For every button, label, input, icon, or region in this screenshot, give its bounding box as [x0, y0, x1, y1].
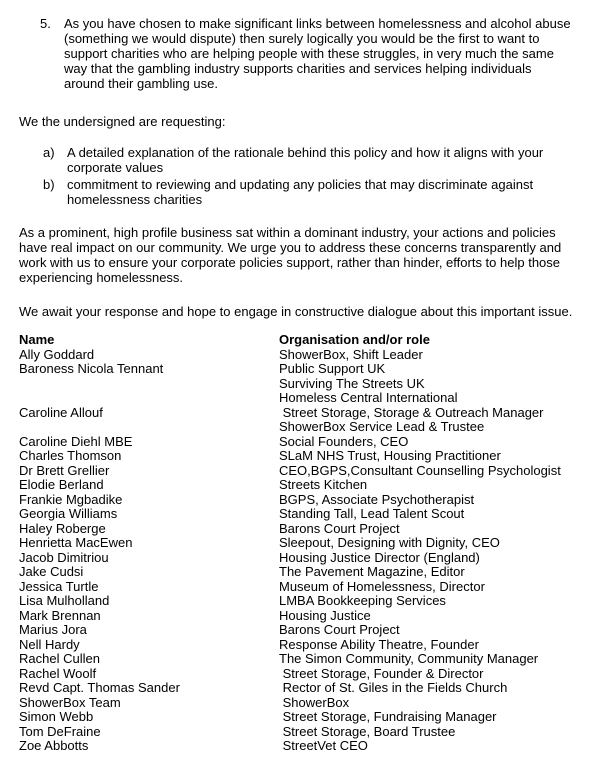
signatory-name: Rachel Woolf — [19, 665, 97, 681]
signatory-organisation: ShowerBox — [279, 694, 350, 710]
signatory-organisation: CEO,BGPS,Consultant Counselling Psychologist — [279, 462, 561, 478]
signatory-organisation: Museum of Homelessness, Director — [279, 578, 485, 594]
table-row — [19, 667, 609, 682]
signatory-name: Jessica Turtle — [19, 578, 99, 594]
signatory-organisation: Sleepout, Designing with Dignity, CEO — [279, 535, 500, 550]
request-a-marker: a) — [43, 145, 55, 160]
table-row — [19, 391, 609, 406]
signatory-organisation: Homeless Central International — [279, 390, 458, 405]
point-5-line: way that the gambling industry supports charities and services helping individuals — [64, 61, 532, 76]
signatory-name: Caroline Diehl MBE — [19, 433, 133, 449]
signatory-name: Rachel Cullen — [19, 651, 100, 666]
request-b-text — [67, 177, 533, 207]
table-row — [19, 594, 609, 609]
signatory-name: Revd Capt. Thomas Sander — [19, 680, 180, 695]
table-row — [19, 420, 609, 435]
signatory-organisation: Housing Justice Director (England) — [279, 549, 480, 565]
table-row — [19, 449, 609, 464]
signatory-organisation: Barons Court Project — [279, 622, 400, 637]
signatory-organisation: Response Ability Theatre, Founder — [279, 636, 479, 652]
signatory-organisation: Social Founders, CEO — [279, 433, 409, 449]
table-row — [19, 681, 609, 696]
signatory-name: Lisa Mulholland — [19, 593, 110, 608]
signatory-organisation: The Pavement Magazine, Editor — [279, 564, 465, 579]
signatory-organisation: LMBA Bookkeeping Services — [279, 593, 446, 608]
table-row — [19, 493, 609, 508]
table-row — [19, 623, 609, 638]
table-row — [19, 739, 609, 754]
table-row — [19, 565, 609, 580]
prominent-line: experiencing homelessness. — [19, 270, 184, 285]
closing-paragraph: We await your response and hope to engage in constructive dialogue about this important issue. — [19, 304, 573, 319]
signatory-organisation: Rector of St. Giles in the Fields Church — [279, 680, 508, 695]
header-organisation: Organisation and/or role — [279, 332, 430, 347]
prominent-line: work with us to ensure your corporate policies support, rather than hinder, efforts to help those — [19, 255, 561, 270]
point-5-line: (something we would dispute) then surely logically you would be the first to want to — [64, 31, 540, 46]
prominent-line: As a prominent, high profile business sat within a dominant industry, your actions and policies — [19, 225, 556, 240]
signatory-organisation: Surviving The Streets UK — [279, 375, 425, 391]
signatory-organisation: StreetVet CEO — [279, 738, 368, 753]
table-row — [19, 652, 609, 667]
request-b-marker: b) — [43, 177, 55, 192]
signatory-name: Baroness Nicola Tennant — [19, 361, 164, 376]
signatory-name: Caroline Allouf — [19, 404, 103, 420]
signatory-organisation: ShowerBox, Shift Leader — [279, 346, 423, 362]
point-5-line: support charities who are helping people with these struggles, in very much the same — [64, 46, 554, 61]
signatory-name: Simon Webb — [19, 709, 94, 724]
table-header-row — [19, 333, 609, 348]
signatory-name: Zoe Abbotts — [19, 738, 89, 753]
signatory-name: Mark Brennan — [19, 607, 101, 623]
signatory-name: Elodie Berland — [19, 477, 104, 492]
signatory-organisation: Standing Tall, Lead Talent Scout — [279, 506, 465, 521]
signatory-name: Charles Thomson — [19, 448, 122, 463]
table-row — [19, 406, 609, 421]
request-a-line: corporate values — [67, 160, 164, 175]
signatory-name: Marius Jora — [19, 622, 87, 637]
signatory-name: Georgia Williams — [19, 506, 118, 521]
signatory-organisation: Street Storage, Storage & Outreach Manager — [279, 404, 544, 420]
signatory-name: Jake Cudsi — [19, 564, 84, 579]
table-row — [19, 609, 609, 624]
signatory-organisation: BGPS, Associate Psychotherapist — [279, 491, 475, 507]
table-row — [19, 580, 609, 595]
request-a-line: A detailed explanation of the rationale behind this policy and how it aligns with your — [67, 145, 544, 160]
signatory-name: Nell Hardy — [19, 636, 80, 652]
signatory-organisation: Housing Justice — [279, 607, 371, 623]
signatory-organisation: Streets Kitchen — [279, 477, 368, 492]
request-b-line: homelessness charities — [67, 192, 203, 207]
table-row — [19, 507, 609, 522]
table-row — [19, 551, 609, 566]
signatory-name: Jacob Dimitriou — [19, 549, 109, 565]
point-5-line: As you have chosen to make significant links between homelessness and alcohol abuse — [64, 16, 571, 31]
table-row — [19, 478, 609, 493]
table-row — [19, 710, 609, 725]
point-5-marker: 5. — [40, 16, 51, 31]
table-row — [19, 348, 609, 363]
signatory-organisation: Street Storage, Founder & Director — [279, 665, 484, 681]
signatory-name: Ally Goddard — [19, 346, 95, 362]
table-row — [19, 464, 609, 479]
signatory-name: Frankie Mgbadike — [19, 491, 123, 507]
signatory-organisation: Street Storage, Board Trustee — [279, 723, 456, 739]
table-row — [19, 377, 609, 392]
table-row — [19, 362, 609, 377]
table-row — [19, 725, 609, 740]
point-5-text — [64, 16, 571, 91]
signatory-organisation: SLaM NHS Trust, Housing Practitioner — [279, 448, 501, 463]
signatory-name: ShowerBox Team — [19, 694, 121, 710]
header-name: Name — [19, 332, 55, 347]
signatory-name: Tom DeFraine — [19, 723, 101, 739]
signatory-organisation: Street Storage, Fundraising Manager — [279, 709, 497, 724]
signatory-organisation: Public Support UK — [279, 361, 386, 376]
table-row — [19, 435, 609, 450]
signatories-table — [19, 333, 609, 754]
signatory-rows — [19, 348, 609, 754]
table-row — [19, 536, 609, 551]
request-intro: We the undersigned are requesting: — [19, 114, 226, 129]
signatory-organisation: ShowerBox Service Lead & Trustee — [279, 419, 485, 434]
request-b-line: commitment to reviewing and updating any policies that may discriminate against — [67, 177, 534, 192]
request-a-text — [67, 145, 543, 175]
signatory-organisation: Barons Court Project — [279, 520, 400, 536]
signatory-name: Henrietta MacEwen — [19, 535, 133, 550]
signatory-name: Dr Brett Grellier — [19, 462, 110, 478]
prominent-paragraph — [19, 225, 609, 285]
signatory-name: Haley Roberge — [19, 520, 106, 536]
point-5-line: around their gambling use. — [64, 76, 218, 91]
prominent-line: have real impact on our community. We urge you to address these concerns transparently and — [19, 240, 562, 255]
table-row — [19, 696, 609, 711]
signatory-organisation: The Simon Community, Community Manager — [279, 651, 539, 666]
table-row — [19, 522, 609, 537]
table-row — [19, 638, 609, 653]
